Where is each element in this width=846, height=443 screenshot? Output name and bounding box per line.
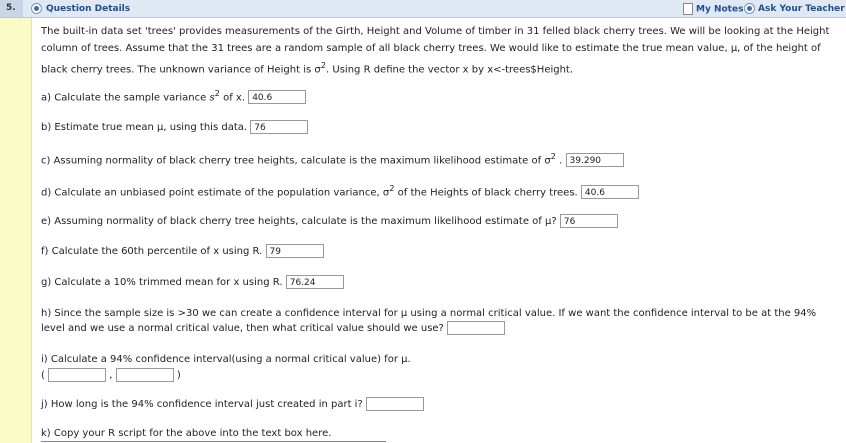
notes-icon	[683, 3, 693, 15]
part-i-lower-input[interactable]	[48, 368, 106, 382]
part-a-text-after: of x.	[219, 92, 245, 104]
part-i-open-paren: (	[41, 370, 45, 381]
question-number: 5.	[0, 0, 23, 17]
part-i-close-paren: )	[176, 370, 181, 381]
part-i-comma: ,	[109, 370, 113, 381]
part-a-sup: 2	[214, 88, 220, 98]
part-d	[41, 183, 639, 199]
part-c-text: c) Assuming normality of black cherry tree heights, calculate is the maximum likelihood estimate of σ	[41, 155, 551, 167]
my-notes-label: My Notes	[696, 4, 744, 15]
part-a	[41, 88, 306, 104]
part-e-text: e) Assuming normality of black cherry tree heights, calculate is the maximum likelihood estimate of μ?	[41, 216, 557, 227]
ask-teacher-label: Ask Your Teacher	[758, 4, 845, 14]
intro-line-2: column of trees. Assume that the 31 trees are a random sample of all black cherry trees. We would like to estimate the true mean value, μ, of the height of	[41, 42, 821, 54]
part-f-input[interactable]: 79	[266, 244, 324, 258]
part-b-text: b) Estimate true mean μ, using this data.	[41, 122, 248, 133]
part-d-input[interactable]: 40.6	[581, 185, 639, 199]
part-e-input[interactable]: 76	[560, 214, 618, 228]
part-j-input[interactable]	[366, 397, 424, 411]
part-k	[41, 428, 331, 439]
part-g-input[interactable]: 76.24	[286, 275, 344, 289]
ask-teacher-button[interactable]	[744, 3, 845, 14]
expand-dot-icon	[31, 3, 42, 14]
part-i	[41, 352, 411, 384]
text-box-top-edge[interactable]	[41, 441, 386, 442]
part-a-sym: s	[209, 92, 215, 104]
part-g	[41, 275, 344, 289]
question-details-toggle[interactable]	[31, 3, 130, 14]
part-j	[41, 397, 424, 411]
part-h-line-1: h) Since the sample size is >30 we can create a confidence interval for μ using a normal critical value. If we want the confidence interval to be at the 94%	[41, 308, 817, 319]
part-d-sup: 2	[389, 183, 395, 193]
part-f	[41, 244, 324, 258]
intro-line-3b: . Using R define the vector x by x<-trees$Height.	[326, 64, 574, 76]
part-d-text: d) Calculate an unbiased point estimate of the population variance, σ	[41, 187, 390, 199]
part-i-text: i) Calculate a 94% confidence interval(using a normal critical value) for μ.	[41, 354, 411, 365]
part-c-text-after: .	[555, 155, 563, 167]
my-notes-button[interactable]	[683, 3, 743, 15]
part-c-sup: 2	[550, 151, 556, 161]
part-b-input[interactable]: 76	[250, 120, 308, 134]
part-i-upper-input[interactable]	[116, 368, 174, 382]
question-details-label: Question Details	[46, 4, 131, 14]
part-g-text: g) Calculate a 10% trimmed mean for x using R.	[41, 277, 283, 288]
intro-line-1: The built-in data set 'trees' provides measurements of the Girth, Height and Volume of timber in 31 felled black cherry trees. We will be looking at the Height	[41, 26, 830, 37]
ask-teacher-dot-icon	[744, 3, 755, 14]
part-j-text: j) How long is the 94% confidence interval just created in part i?	[41, 399, 363, 410]
part-d-text-after: of the Heights of black cherry trees.	[394, 187, 578, 199]
part-c-input[interactable]: 39.290	[566, 153, 624, 167]
part-f-text: f) Calculate the 60th percentile of x using R.	[41, 246, 263, 257]
part-h	[41, 306, 816, 336]
part-e	[41, 214, 618, 228]
question-header-bar	[0, 0, 846, 18]
question-intro	[41, 24, 836, 79]
question-side-strip	[0, 18, 32, 443]
intro-line-3-sup: 2	[320, 60, 327, 70]
part-h-line-2: level and we use a normal critical value, then what critical value should we use?	[41, 323, 444, 334]
part-k-text: k) Copy your R script for the above into the text box here.	[41, 428, 332, 439]
part-a-text-before: a) Calculate the sample variance	[41, 92, 210, 104]
part-c	[41, 151, 624, 167]
part-b	[41, 120, 308, 134]
part-a-input[interactable]: 40.6	[248, 90, 306, 104]
intro-line-3a: black cherry trees. The unknown variance of Height is σ	[41, 64, 321, 76]
part-h-input[interactable]	[447, 321, 505, 335]
